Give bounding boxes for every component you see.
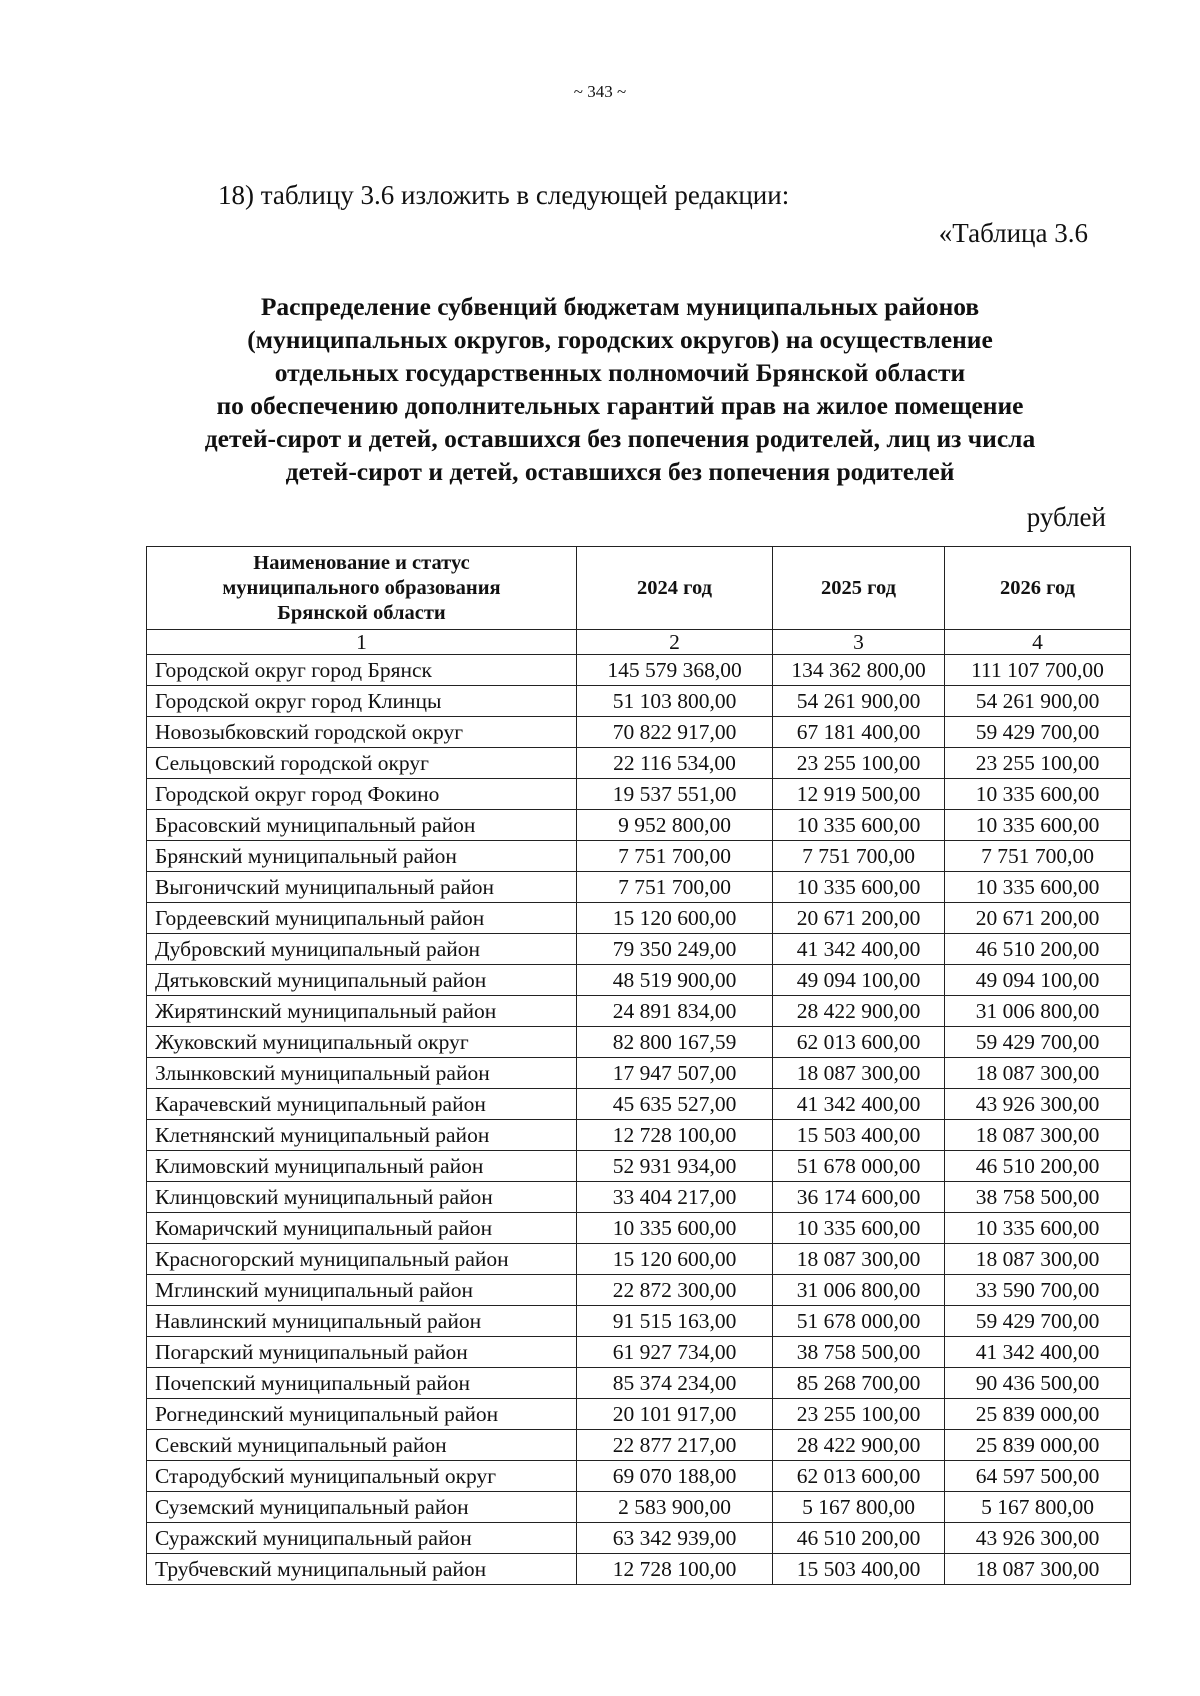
amount-2026: 18 087 300,00 — [945, 1058, 1131, 1089]
amount-2026: 49 094 100,00 — [945, 965, 1131, 996]
table-row — [147, 1306, 1131, 1337]
amount-2025: 67 181 400,00 — [773, 717, 945, 748]
amount-2024: 7 751 700,00 — [577, 841, 773, 872]
amount-2024: 22 872 300,00 — [577, 1275, 773, 1306]
amount-2024: 82 800 167,59 — [577, 1027, 773, 1058]
table-row — [147, 1213, 1131, 1244]
amount-2026: 31 006 800,00 — [945, 996, 1131, 1027]
amount-2024: 85 374 234,00 — [577, 1368, 773, 1399]
column-number: 1 — [147, 630, 577, 655]
header-2025: 2025 год — [773, 547, 945, 630]
municipality-name: Климовский муниципальный район — [147, 1151, 577, 1182]
units-label: рублей — [1026, 502, 1106, 532]
title-line: (муниципальных округов, городских округов) на осуществление — [247, 325, 993, 354]
table-row — [147, 1492, 1131, 1523]
subvention-table — [146, 546, 1131, 1585]
municipality-name: Комаричский муниципальный район — [147, 1213, 577, 1244]
title-line: детей-сирот и детей, оставшихся без попечения родителей, лиц из числа — [204, 424, 1036, 453]
amount-2025: 7 751 700,00 — [773, 841, 945, 872]
municipality-name: Трубчевский муниципальный район — [147, 1554, 577, 1585]
amount-2024: 79 350 249,00 — [577, 934, 773, 965]
municipality-name: Новозыбковский городской округ — [147, 717, 577, 748]
column-number: 4 — [945, 630, 1131, 655]
amount-2026: 59 429 700,00 — [945, 717, 1131, 748]
table-row — [147, 1089, 1131, 1120]
municipality-name: Клетнянский муниципальный район — [147, 1120, 577, 1151]
municipality-name: Жирятинский муниципальный район — [147, 996, 577, 1027]
municipality-name: Навлинский муниципальный район — [147, 1306, 577, 1337]
table-row — [147, 1554, 1131, 1585]
title-line: по обеспечению дополнительных гарантий прав на жилое помещение — [216, 391, 1024, 420]
table-row — [147, 934, 1131, 965]
header-2024: 2024 год — [577, 547, 773, 630]
amount-2025: 54 261 900,00 — [773, 686, 945, 717]
column-number: 2 — [577, 630, 773, 655]
amount-2024: 51 103 800,00 — [577, 686, 773, 717]
amount-2025: 41 342 400,00 — [773, 934, 945, 965]
amount-2026: 10 335 600,00 — [945, 779, 1131, 810]
amount-2025: 28 422 900,00 — [773, 1430, 945, 1461]
amount-2026: 18 087 300,00 — [945, 1244, 1131, 1275]
title-line: Распределение субвенций бюджетам муниципальных районов — [260, 292, 980, 321]
amount-2024: 45 635 527,00 — [577, 1089, 773, 1120]
municipality-name: Суземский муниципальный район — [147, 1492, 577, 1523]
table-row — [147, 872, 1131, 903]
municipality-name: Карачевский муниципальный район — [147, 1089, 577, 1120]
table-row — [147, 1120, 1131, 1151]
table-row — [147, 655, 1131, 686]
amount-2025: 10 335 600,00 — [773, 810, 945, 841]
municipality-name: Выгоничский муниципальный район — [147, 872, 577, 903]
municipality-name: Городской округ город Фокино — [147, 779, 577, 810]
title-line: отдельных государственных полномочий Брянской области — [274, 358, 966, 387]
municipality-name: Дубровский муниципальный район — [147, 934, 577, 965]
column-number-row — [147, 630, 1131, 655]
table-row — [147, 996, 1131, 1027]
header-row — [147, 547, 1131, 630]
table-row — [147, 1275, 1131, 1306]
amount-2025: 38 758 500,00 — [773, 1337, 945, 1368]
table-row — [147, 965, 1131, 996]
amount-2025: 12 919 500,00 — [773, 779, 945, 810]
amount-2024: 7 751 700,00 — [577, 872, 773, 903]
amount-2024: 70 822 917,00 — [577, 717, 773, 748]
amount-2026: 23 255 100,00 — [945, 748, 1131, 779]
table-row — [147, 903, 1131, 934]
table-row — [147, 1244, 1131, 1275]
municipality-name: Брянский муниципальный район — [147, 841, 577, 872]
amount-2026: 43 926 300,00 — [945, 1523, 1131, 1554]
amount-2026: 10 335 600,00 — [945, 1213, 1131, 1244]
amount-2025: 23 255 100,00 — [773, 748, 945, 779]
table-row — [147, 1058, 1131, 1089]
municipality-name: Мглинский муниципальный район — [147, 1275, 577, 1306]
amount-2025: 15 503 400,00 — [773, 1120, 945, 1151]
amount-2024: 63 342 939,00 — [577, 1523, 773, 1554]
table-row — [147, 686, 1131, 717]
table-row — [147, 1430, 1131, 1461]
table-row — [147, 779, 1131, 810]
municipality-name: Жуковский муниципальный округ — [147, 1027, 577, 1058]
table-row — [147, 1027, 1131, 1058]
amount-2026: 20 671 200,00 — [945, 903, 1131, 934]
table-row — [147, 1461, 1131, 1492]
amount-2025: 51 678 000,00 — [773, 1151, 945, 1182]
amount-2026: 46 510 200,00 — [945, 934, 1131, 965]
amount-2024: 22 116 534,00 — [577, 748, 773, 779]
amount-2026: 7 751 700,00 — [945, 841, 1131, 872]
amount-2026: 18 087 300,00 — [945, 1120, 1131, 1151]
amount-2025: 28 422 900,00 — [773, 996, 945, 1027]
amount-2026: 33 590 700,00 — [945, 1275, 1131, 1306]
amount-2026: 41 342 400,00 — [945, 1337, 1131, 1368]
amount-2026: 43 926 300,00 — [945, 1089, 1131, 1120]
amount-2025: 15 503 400,00 — [773, 1554, 945, 1585]
amount-2024: 19 537 551,00 — [577, 779, 773, 810]
table-row — [147, 810, 1131, 841]
amount-2024: 22 877 217,00 — [577, 1430, 773, 1461]
municipality-name: Сельцовский городской округ — [147, 748, 577, 779]
header-name-line: Наименование и статус — [253, 551, 470, 574]
municipality-name: Красногорский муниципальный район — [147, 1244, 577, 1275]
amount-2024: 61 927 734,00 — [577, 1337, 773, 1368]
amount-2025: 18 087 300,00 — [773, 1058, 945, 1089]
amount-2025: 62 013 600,00 — [773, 1027, 945, 1058]
amount-2026: 54 261 900,00 — [945, 686, 1131, 717]
amount-2025: 41 342 400,00 — [773, 1089, 945, 1120]
municipality-name: Городской округ город Брянск — [147, 655, 577, 686]
amount-2024: 15 120 600,00 — [577, 1244, 773, 1275]
amount-2025: 134 362 800,00 — [773, 655, 945, 686]
municipality-name: Суражский муниципальный район — [147, 1523, 577, 1554]
municipality-name: Городской округ город Клинцы — [147, 686, 577, 717]
amount-2024: 9 952 800,00 — [577, 810, 773, 841]
title-line: детей-сирот и детей, оставшихся без попечения родителей — [285, 457, 955, 486]
table-row — [147, 1337, 1131, 1368]
municipality-name: Стародубский муниципальный округ — [147, 1461, 577, 1492]
header-2026: 2026 год — [945, 547, 1131, 630]
amount-2026: 10 335 600,00 — [945, 872, 1131, 903]
amount-2025: 18 087 300,00 — [773, 1244, 945, 1275]
amount-2026: 25 839 000,00 — [945, 1430, 1131, 1461]
amount-2026: 46 510 200,00 — [945, 1151, 1131, 1182]
amount-2025: 20 671 200,00 — [773, 903, 945, 934]
amount-2025: 5 167 800,00 — [773, 1492, 945, 1523]
amount-2026: 25 839 000,00 — [945, 1399, 1131, 1430]
amount-2024: 15 120 600,00 — [577, 903, 773, 934]
amount-2026: 18 087 300,00 — [945, 1554, 1131, 1585]
amount-2025: 62 013 600,00 — [773, 1461, 945, 1492]
amount-2026: 90 436 500,00 — [945, 1368, 1131, 1399]
municipality-name: Рогнединский муниципальный район — [147, 1399, 577, 1430]
amount-2024: 33 404 217,00 — [577, 1182, 773, 1213]
amount-2024: 91 515 163,00 — [577, 1306, 773, 1337]
amount-2024: 12 728 100,00 — [577, 1120, 773, 1151]
column-number: 3 — [773, 630, 945, 655]
header-name — [147, 547, 577, 630]
table-label: «Таблица 3.6 — [938, 218, 1088, 248]
municipality-name: Злынковский муниципальный район — [147, 1058, 577, 1089]
table-title — [140, 290, 1100, 488]
amount-2024: 17 947 507,00 — [577, 1058, 773, 1089]
amount-2025: 51 678 000,00 — [773, 1306, 945, 1337]
table-row — [147, 1151, 1131, 1182]
amount-2026: 59 429 700,00 — [945, 1027, 1131, 1058]
municipality-name: Гордеевский муниципальный район — [147, 903, 577, 934]
amendment-intro: 18) таблицу 3.6 изложить в следующей редакции: — [218, 180, 790, 210]
amount-2024: 20 101 917,00 — [577, 1399, 773, 1430]
amount-2025: 85 268 700,00 — [773, 1368, 945, 1399]
amount-2026: 38 758 500,00 — [945, 1182, 1131, 1213]
municipality-name: Погарский муниципальный район — [147, 1337, 577, 1368]
amount-2026: 10 335 600,00 — [945, 810, 1131, 841]
amount-2024: 10 335 600,00 — [577, 1213, 773, 1244]
amount-2025: 36 174 600,00 — [773, 1182, 945, 1213]
amount-2026: 64 597 500,00 — [945, 1461, 1131, 1492]
municipality-name: Брасовский муниципальный район — [147, 810, 577, 841]
municipality-name: Клинцовский муниципальный район — [147, 1182, 577, 1213]
amount-2024: 24 891 834,00 — [577, 996, 773, 1027]
amount-2026: 59 429 700,00 — [945, 1306, 1131, 1337]
table-row — [147, 1523, 1131, 1554]
amount-2024: 48 519 900,00 — [577, 965, 773, 996]
table-row — [147, 717, 1131, 748]
amount-2024: 12 728 100,00 — [577, 1554, 773, 1585]
amount-2025: 23 255 100,00 — [773, 1399, 945, 1430]
table-row — [147, 1399, 1131, 1430]
municipality-name: Дятьковский муниципальный район — [147, 965, 577, 996]
amount-2024: 69 070 188,00 — [577, 1461, 773, 1492]
table-row — [147, 1368, 1131, 1399]
amount-2026: 111 107 700,00 — [945, 655, 1131, 686]
page-number: ~ 343 ~ — [573, 82, 627, 101]
table-row — [147, 841, 1131, 872]
municipality-name: Почепский муниципальный район — [147, 1368, 577, 1399]
amount-2024: 145 579 368,00 — [577, 655, 773, 686]
amount-2025: 46 510 200,00 — [773, 1523, 945, 1554]
amount-2025: 49 094 100,00 — [773, 965, 945, 996]
table-row — [147, 748, 1131, 779]
header-name-line: муниципального образования — [222, 576, 501, 599]
table-row — [147, 1182, 1131, 1213]
amount-2025: 10 335 600,00 — [773, 1213, 945, 1244]
amount-2025: 10 335 600,00 — [773, 872, 945, 903]
municipality-name: Севский муниципальный район — [147, 1430, 577, 1461]
amount-2024: 52 931 934,00 — [577, 1151, 773, 1182]
header-name-line: Брянской области — [277, 601, 446, 624]
amount-2025: 31 006 800,00 — [773, 1275, 945, 1306]
amount-2024: 2 583 900,00 — [577, 1492, 773, 1523]
amount-2026: 5 167 800,00 — [945, 1492, 1131, 1523]
